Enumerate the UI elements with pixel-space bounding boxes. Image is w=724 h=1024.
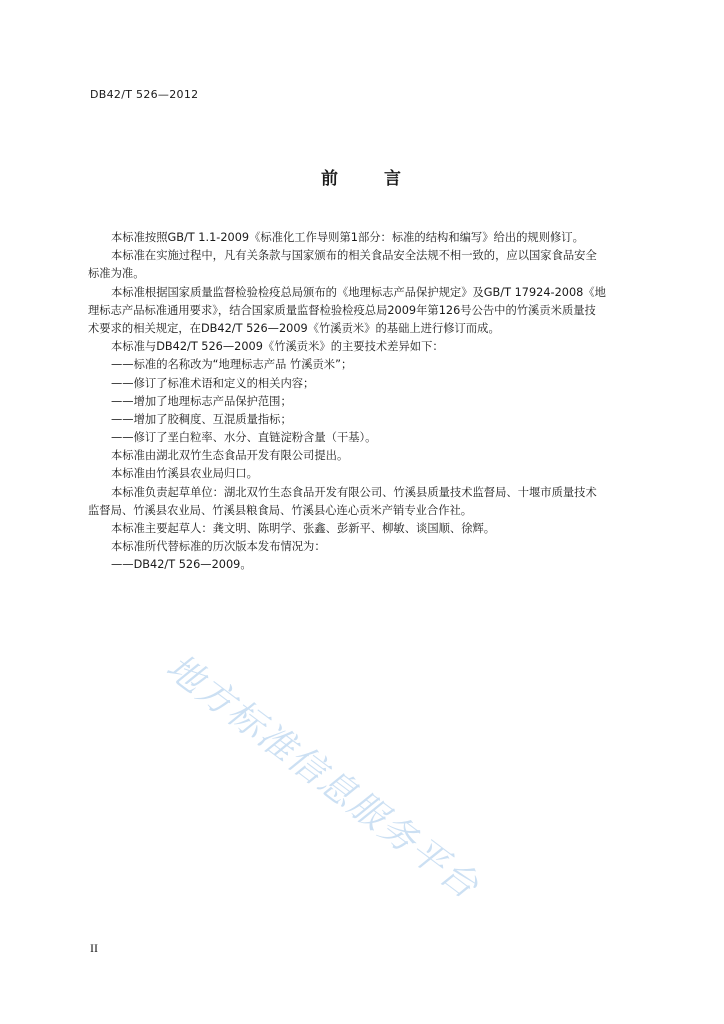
text-line: 本标准与DB42/T 526—2009《竹溪贡米》的主要技术差异如下： (111, 340, 444, 354)
watermark: 地方标准信息服务平台 (158, 646, 487, 908)
text-line: 监督局、竹溪县农业局、竹溪县粮食局、竹溪县心连心贡米产销专业合作社。 (88, 503, 473, 517)
list-item: ——DB42/T 526—2009。 (111, 558, 252, 572)
text-line: 本标准负责起草单位：湖北双竹生态食品开发有限公司、竹溪县质量技术监督局、十堰市质量技术 (111, 485, 597, 499)
text-line: 本标准主要起草人：龚文明、陈明学、张鑫、彭新平、柳敏、谈国顺、徐辉。 (111, 522, 496, 535)
list-item: ——修订了垩白粒率、水分、直链淀粉含量（干基）。 (111, 431, 377, 445)
list-item: ——修订了标准术语和定义的相关内容； (111, 376, 315, 390)
title-char-1: 前 (321, 169, 340, 189)
list-item: ——增加了胶稠度、互混质量指标； (111, 412, 292, 426)
text-line: 本标准所代替标准的历次版本发布情况为： (111, 540, 326, 554)
document-code: DB42/T 526—2012 (90, 88, 199, 101)
text-line: 本标准按照GB/T 1.1-2009《标准化工作导则第1部分：标准的结构和编写》给出的规则修订。 (111, 231, 584, 244)
text-line: 标准为准。 (88, 267, 145, 281)
list-item: ——增加了地理标志产品保护范围； (111, 394, 292, 408)
page-number: II (90, 941, 98, 955)
page-title (0, 164, 724, 189)
list-item: ——标准的名称改为“地理标志产品 竹溪贡米”； (111, 358, 353, 372)
text-line: 本标准由竹溪县农业局归口。 (111, 467, 258, 481)
text-line: 本标准在实施过程中，凡有关条款与国家颁布的相关食品安全法规不相一致的，应以国家食品安全 (111, 249, 597, 263)
text-line: 本标准由湖北双竹生态食品开发有限公司提出。 (111, 449, 349, 463)
title-char-2: 言 (384, 169, 403, 189)
text-line: 本标准根据国家质量监督检验检疫总局颁布的《地理标志产品保护规定》及GB/T 17924-2008《地 (111, 285, 606, 299)
text-line: 理标志产品标准通用要求》，结合国家质量监督检验检疫总局2009年第126号公告中的竹溪贡米质量技 (88, 303, 596, 317)
text-line: 术要求的相关规定，在DB42/T 526—2009《竹溪贡米》的基础上进行修订而成。 (88, 321, 500, 335)
foreword-body (88, 229, 658, 575)
